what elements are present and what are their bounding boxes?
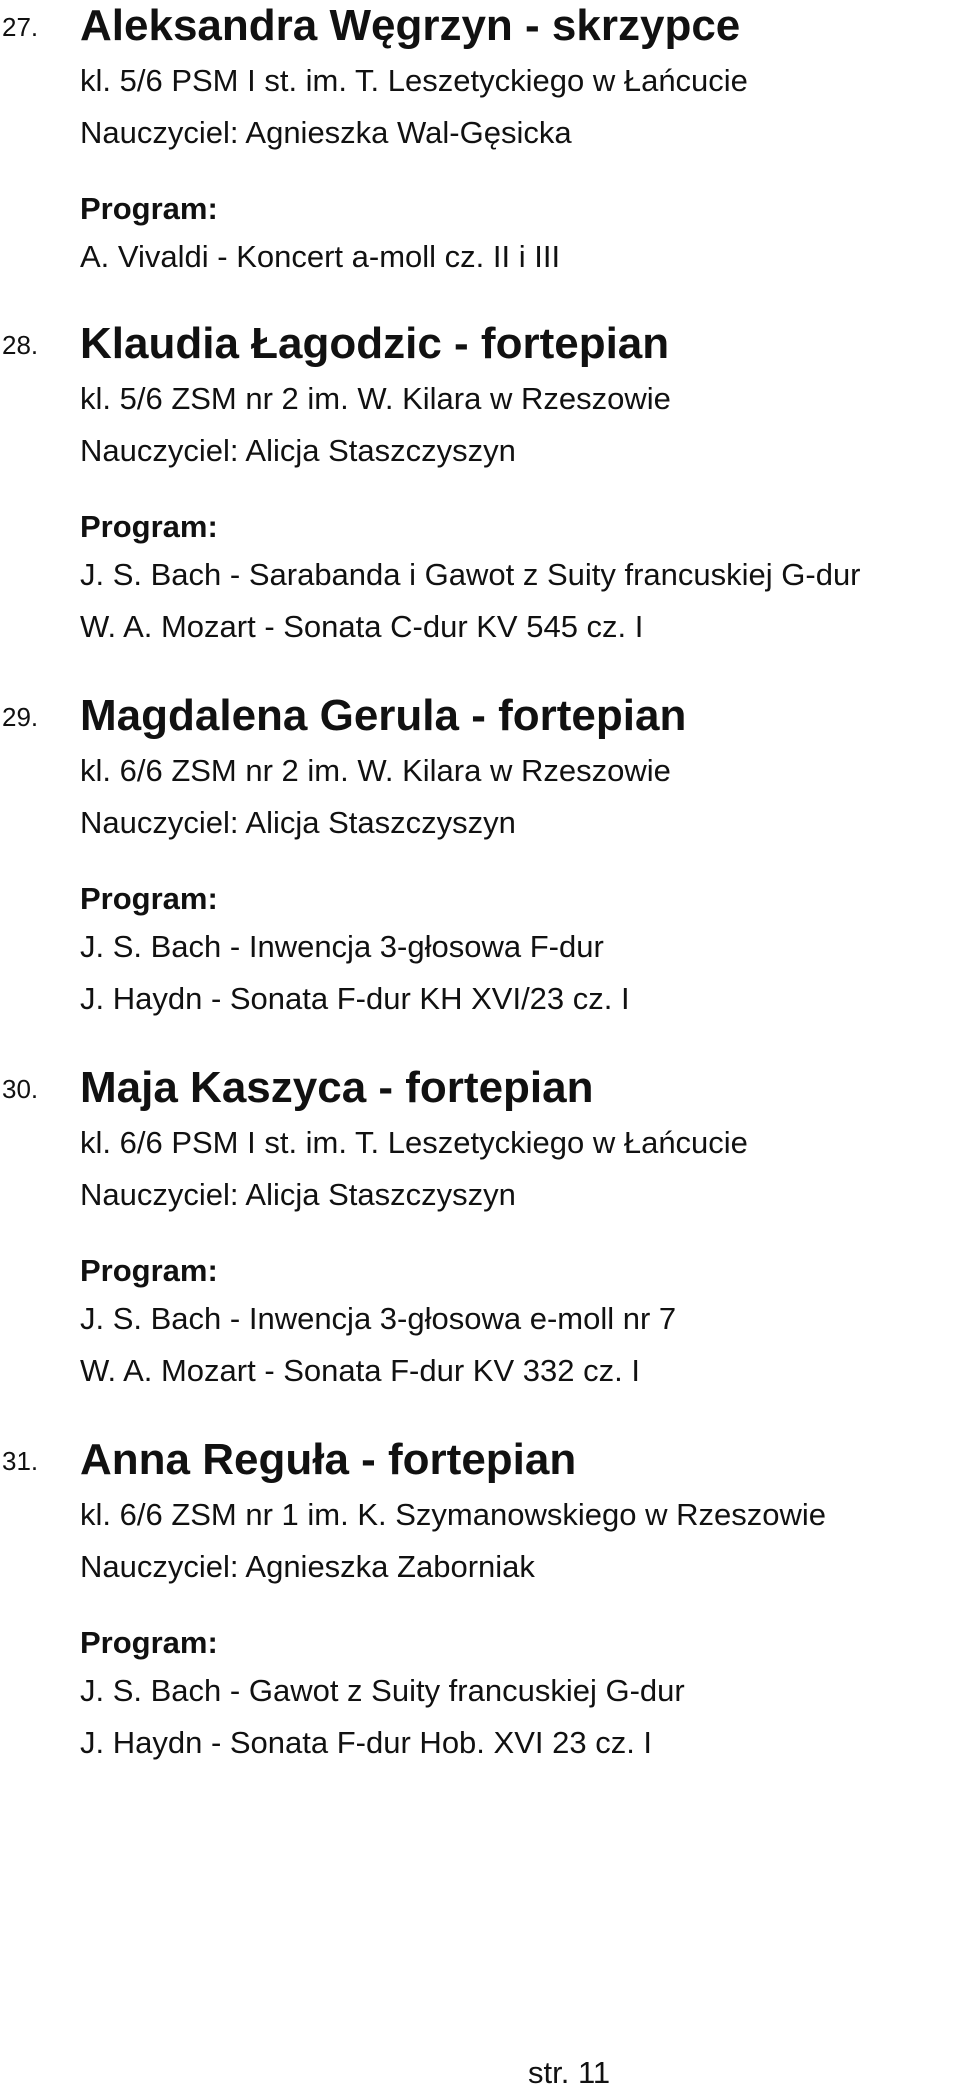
participant-name: Aleksandra Węgrzyn - skrzypce — [80, 1, 741, 50]
program-label: Program: — [80, 1625, 218, 1660]
entry-number: 29. — [2, 702, 39, 732]
teacher-line: Nauczyciel: Agnieszka Wal-Gęsicka — [80, 115, 572, 150]
school-line: kl. 6/6 ZSM nr 1 im. K. Szymanowskiego w Rzeszowie — [80, 1497, 826, 1532]
school-line: kl. 6/6 PSM I st. im. T. Leszetyckiego w Łańcucie — [80, 1125, 748, 1160]
program-label: Program: — [80, 881, 218, 916]
participant-name: Klaudia Łagodzic - fortepian — [80, 319, 670, 368]
program-item: J. S. Bach - Gawot z Suity francuskiej G-dur — [80, 1673, 685, 1708]
participant-name: Magdalena Gerula - fortepian — [80, 691, 687, 740]
entry-number: 27. — [2, 12, 39, 42]
program-item: J. S. Bach - Sarabanda i Gawot z Suity francuskiej G-dur — [80, 557, 861, 592]
teacher-line: Nauczyciel: Alicja Staszczyszyn — [80, 805, 516, 840]
participant-name: Anna Reguła - fortepian — [80, 1435, 577, 1484]
program-label: Program: — [80, 509, 218, 544]
program-item: A. Vivaldi - Koncert a-moll cz. II i III — [80, 239, 561, 274]
teacher-line: Nauczyciel: Agnieszka Zaborniak — [80, 1549, 535, 1584]
page-number: str. 11 — [528, 2055, 611, 2090]
teacher-line: Nauczyciel: Alicja Staszczyszyn — [80, 1177, 516, 1212]
program-item: W. A. Mozart - Sonata C-dur KV 545 cz. I — [80, 609, 644, 644]
program-item: J. Haydn - Sonata F-dur Hob. XVI 23 cz. I — [80, 1725, 653, 1760]
entry-number: 28. — [2, 330, 39, 360]
participant-name: Maja Kaszyca - fortepian — [80, 1063, 594, 1112]
entry-number: 30. — [2, 1074, 39, 1104]
program-label: Program: — [80, 1253, 218, 1288]
program-item: J. S. Bach - Inwencja 3-głosowa e-moll nr 7 — [80, 1301, 677, 1336]
school-line: kl. 6/6 ZSM nr 2 im. W. Kilara w Rzeszowie — [80, 753, 671, 788]
school-line: kl. 5/6 ZSM nr 2 im. W. Kilara w Rzeszowie — [80, 381, 671, 416]
entry-number: 31. — [2, 1446, 39, 1476]
program-label: Program: — [80, 191, 218, 226]
school-line: kl. 5/6 PSM I st. im. T. Leszetyckiego w Łańcucie — [80, 63, 748, 98]
program-item: J. S. Bach - Inwencja 3-głosowa F-dur — [80, 929, 604, 964]
teacher-line: Nauczyciel: Alicja Staszczyszyn — [80, 433, 516, 468]
program-item: J. Haydn - Sonata F-dur KH XVI/23 cz. I — [80, 981, 630, 1016]
program-item: W. A. Mozart - Sonata F-dur KV 332 cz. I — [80, 1353, 640, 1388]
